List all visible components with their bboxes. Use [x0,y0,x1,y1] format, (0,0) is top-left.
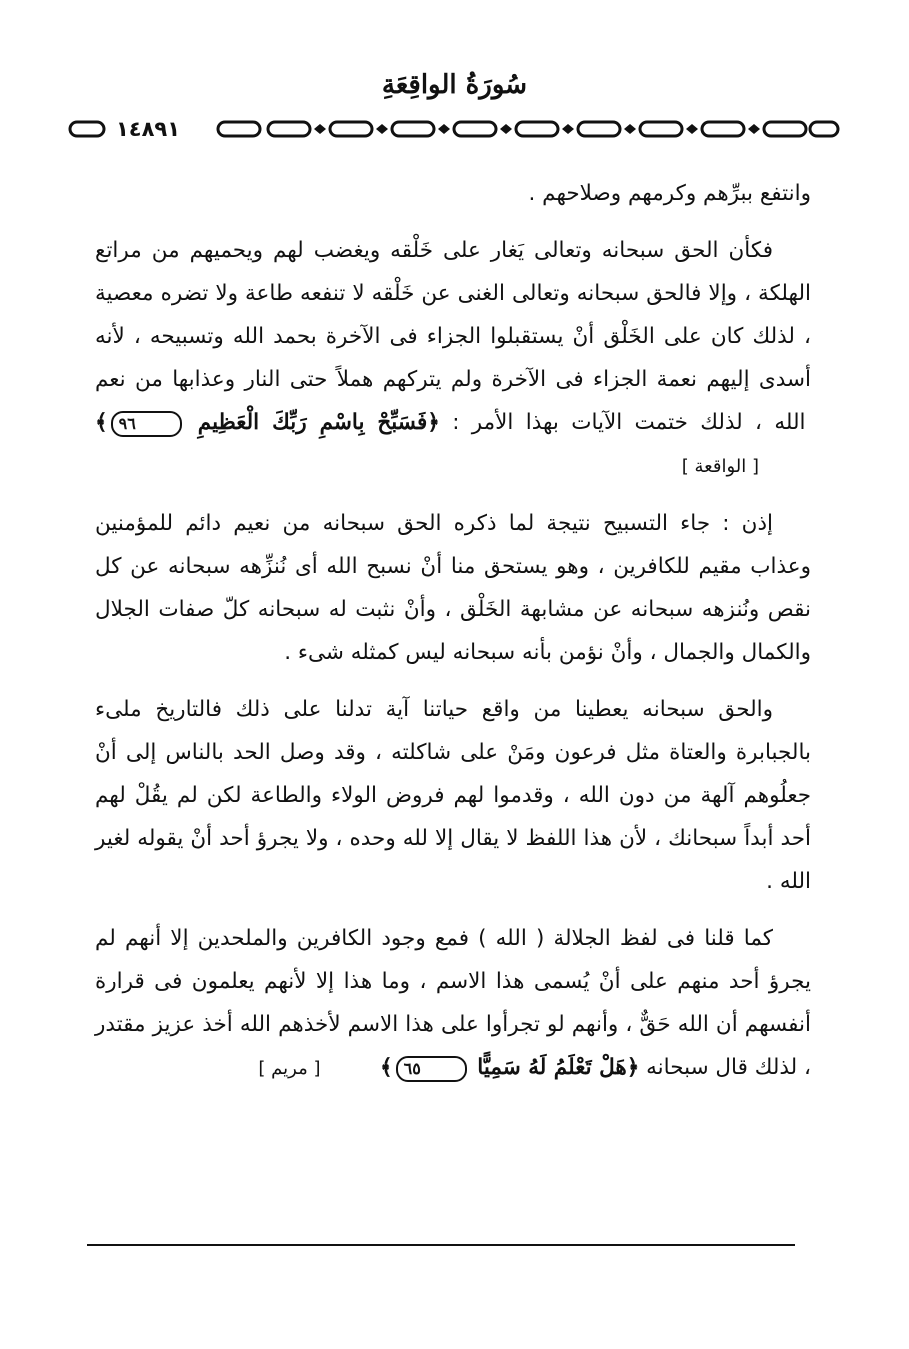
surah-reference: [ الواقعة ] [681,456,759,477]
surah-reference: [ مريم ] [258,1058,321,1079]
ayah-number-badge: ٩٦ [111,411,182,437]
page-number: ١٤٨٩١ [108,115,188,143]
quran-verse-waqiah [95,410,440,435]
quran-verse-maryam [372,1055,639,1080]
paragraph-1 [95,229,811,488]
paragraph-0: وانتفع ببرِّهم وكرمهم وصلاحهم . [528,181,811,206]
ornate-bracket-close: ﴾ [95,410,108,435]
header-ornament-frame [68,112,840,146]
surah-title: سُورَةُ الواقِعَةِ [381,70,528,100]
verse-text: فَسَبِّحْ بِاسْمِ رَبِّكَ الْعَظِيمِ [197,410,428,435]
ayah-number-badge: ٦٥ [396,1056,467,1082]
paragraph-4 [95,917,811,1090]
ornate-bracket-close: ﴾ [379,1055,393,1080]
paragraph-4-text: كما قلنا فى لفظ الجلالة ( الله ) فمع وجود الكافرين والملحدين إلا أنهم لم يجرؤ أحد منهم على أنْ يُسمى هذا الاسم ، وما هذا إلا لأنهم يعلمون فى قرارة أنفسهم أن الله حَقٌّ ، وأنهم لو تجرأوا على هذا الاسم لأخذهم الله أخذ عزيز مقتدر ، لذلك قال سبحانه [95,926,811,1080]
paragraph-1-text: فكأن الحق سبحانه وتعالى يَغار على خَلْقه ويغضب لهم ويحميهم من مراتع الهلكة ، وإلا فالحق سبحانه وتعالى الغنى عن خَلْقه لا تنفعه طاعة ولا تضره معصية ، لذلك كان على الخَلْق أنْ يستقبلوا الجزاء فى الآخرة بحمد الله وتسبيحه ، لأنه أسدى إليهم نعمة الجزاء فى الآخرة ولم يتركهم هملاً حتى النار وعذابها من نعم الله ، لذلك ختمت الآيات بهذا الأمر : [95,238,811,435]
footer-divider [87,1244,795,1246]
ornate-bracket-open: ﴿ [626,1055,640,1080]
ornate-bracket-open: ﴿ [427,410,440,435]
paragraph-3: والحق سبحانه يعطينا من واقع حياتنا آية تدلنا على ذلك فالتاريخ ملىء بالجبابرة والعتاة مثل فرعون ومَنْ على شاكلته ، وقد وصل الحد بالناس إلى أنْ جعلُوهم آلهة من دون الله ، وقدموا لهم فروض الولاء والطاعة لكن لم يقُلْ لهم أحد أبداً سبحانك ، لأن هذا اللفظ لا يقال إلا لله وحده ، ولا يجرؤ أحد أنْ يقوله لغير الله . [95,697,811,894]
paragraph-2: إذن : جاء التسبيح نتيجة لما ذكره الحق سبحانه من نعيم دائم للمؤمنين وعذاب مقيم للكافرين ، وهو يستحق منا أنْ نسبح الله أى نُنزِّهه سبحانه عن كل نقص ونُنزهه سبحانه عن مشابهة الخَلْق ، وأنْ نثبت له سبحانه كلّ صفات الجلال والكمال والجمال ، وأنْ نؤمن بأنه سبحانه ليس كمثله شىء . [95,511,811,665]
body-text [95,172,811,1104]
verse-text: هَلْ تَعْلَمُ لَهُ سَمِيًّا [477,1055,627,1080]
